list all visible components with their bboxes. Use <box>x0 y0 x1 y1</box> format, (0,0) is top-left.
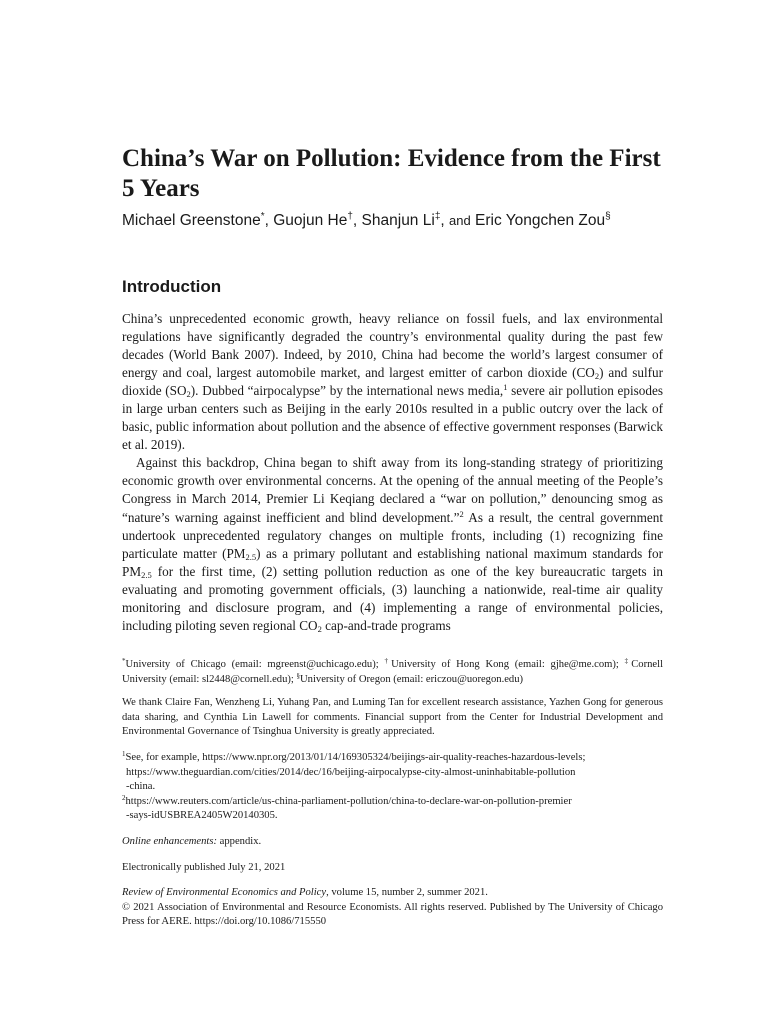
affiliation-text: University of Oregon (email: ericzou@uoregon.edu) <box>300 673 524 685</box>
text-run: ) as a primary pollutant and establishing national maximum standards for PM <box>122 545 663 579</box>
affiliation-marker: § <box>296 671 301 680</box>
author-name: Eric Yongchen Zou <box>475 212 606 229</box>
text-run: cap-and-trade programs <box>321 617 451 633</box>
paragraph <box>122 454 663 634</box>
footnote-1-continued[interactable]: https://www.theguardian.com/cities/2014/dec/16/beijing-airpocalypse-city-almost-uninhabitable-pollution <box>126 766 576 778</box>
publication-date: Electronically published July 21, 2021 <box>122 861 286 873</box>
subscript: 2 <box>317 623 322 634</box>
spacer <box>122 740 663 751</box>
affiliation-text: University of Hong Kong (email: gjhe@me.com); <box>391 659 625 670</box>
citation-details: , volume 15, number 2, summer 2021. <box>326 887 488 899</box>
footnote-1-continued[interactable]: -china. <box>126 781 156 793</box>
subscript: 2.5 <box>141 569 152 580</box>
paragraph <box>122 310 663 454</box>
text-run: China’s unprecedented economic growth, heavy reliance on fossil fuels, and lax environmental regulations have significantly degraded the country’s environmental quality during the past few decades (World Bank 2007). Indeed, by 2010, China had become the world’s largest consumer of energy and coal, largest automobile market, and largest emitter of carbon dioxide (CO <box>122 311 663 381</box>
section-heading: Introduction <box>122 277 222 296</box>
affiliation-marker: ‡ <box>434 211 441 222</box>
affiliation-marker: * <box>122 657 126 665</box>
footnote-link[interactable]: https://www.reuters.com/article/us-china-parliament-pollution/china-to-declare-war-on-pollution-premier <box>125 795 572 807</box>
front-matter-notes <box>122 658 663 930</box>
footnote-number: 1 <box>122 749 126 758</box>
footnote-link[interactable]: See, for example, https://www.npr.org/2013/01/14/169305324/beijings-air-quality-reaches-hazardous-levels; <box>125 751 586 763</box>
affiliation-marker: † <box>347 211 353 222</box>
spacer <box>122 875 663 886</box>
acknowledgments: We thank Claire Fan, Wenzheng Li, Yuhang Pan, and Luming Tan for excellent research assistance, Yazhen Gong for generous data sharing, and Cynthia Lin Lawell for comments. Financial support from the Center for Industrial Development and Environmental Governance of Tsinghua University is greatly appreciated. <box>122 697 663 738</box>
online-text[interactable]: appendix. <box>217 835 262 847</box>
text-run: ). Dubbed “airpocalypse” by the international news media, <box>190 383 504 399</box>
article-title: China’s War on Pollution: Evidence from the First 5 Years <box>122 145 661 202</box>
affiliation-marker: ‡ <box>624 657 632 665</box>
spacer <box>122 824 663 835</box>
text-run: Against this backdrop, China began to shift away from its long-standing strategy of prioritizing economic growth over environmental concerns. At the opening of the annual meeting of the People’s Congress in March 2014, Premier Li Keqiang declared a “war on pollution,” denouncing smog as “nature’s warning against inefficient and blind development.” <box>122 455 663 525</box>
footnote-2 <box>122 795 663 810</box>
affiliation-text: Cornell University (email: sl2448@cornell.edu); <box>122 659 664 685</box>
author-conjunction: and <box>449 213 471 228</box>
text-run: for the first time, (2) setting pollution reduction as one of the key bureaucratic targets in evaluating and promoting government officials, (3) launching a nationwide, real-time air quality monitoring and disclosure program, and (4) implementing a range of environmental policies, including piloting seven regional CO <box>122 563 663 633</box>
spacer <box>122 850 663 861</box>
footnote-1 <box>122 751 663 766</box>
online-label: Online enhancements: <box>122 835 218 847</box>
journal-name: Review of Environmental Economics and Policy <box>122 887 327 899</box>
text-run: As a result, the central government undertook unprecedented regulatory changes on multiple fronts, including (1) recognizing fine particulate matter (PM <box>122 509 663 561</box>
affiliations <box>122 658 663 687</box>
affiliation-marker: § <box>605 211 611 222</box>
online-enhancements <box>122 835 663 850</box>
text-run: ) and sulfur dioxide (SO <box>122 365 664 399</box>
author-name: Guojun He <box>273 212 348 229</box>
affiliation-text: University of Chicago (email: mgreenst@uchicago.edu); <box>125 659 385 670</box>
body-text <box>122 310 663 635</box>
affiliation-marker: * <box>260 211 265 222</box>
footnote-ref[interactable]: 1 <box>503 382 508 393</box>
author-line: Michael Greenstone*, Guojun He†, Shanjun Li‡, and Eric Yongchen Zou§ <box>122 211 611 229</box>
copyright-notice: © 2021 Association of Environmental and Resource Economists. All rights reserved. Published by The University of Chicago Press for AERE. https://doi.org/10.1086/715550 <box>122 901 663 928</box>
author-name: Michael Greenstone <box>122 212 261 229</box>
affiliation-marker: † <box>384 657 392 665</box>
subscript: 2.5 <box>245 551 257 562</box>
footnote-ref[interactable]: 2 <box>459 508 464 519</box>
footnote-2-continued[interactable]: -says-idUSBREA2405W20140305. <box>126 810 278 822</box>
text-run: severe air pollution episodes in large urban centers such as Beijing in the early 2010s resulted in a public outcry over the lack of basic, public information about pollution and the absence of effective government responses (Barwick et al. 2019). <box>122 383 663 453</box>
journal-citation <box>122 886 663 901</box>
author-name: Shanjun Li <box>361 212 435 229</box>
subscript: 2 <box>594 371 600 382</box>
subscript: 2 <box>186 389 191 400</box>
spacer <box>122 687 663 696</box>
footnote-number: 2 <box>122 793 126 802</box>
